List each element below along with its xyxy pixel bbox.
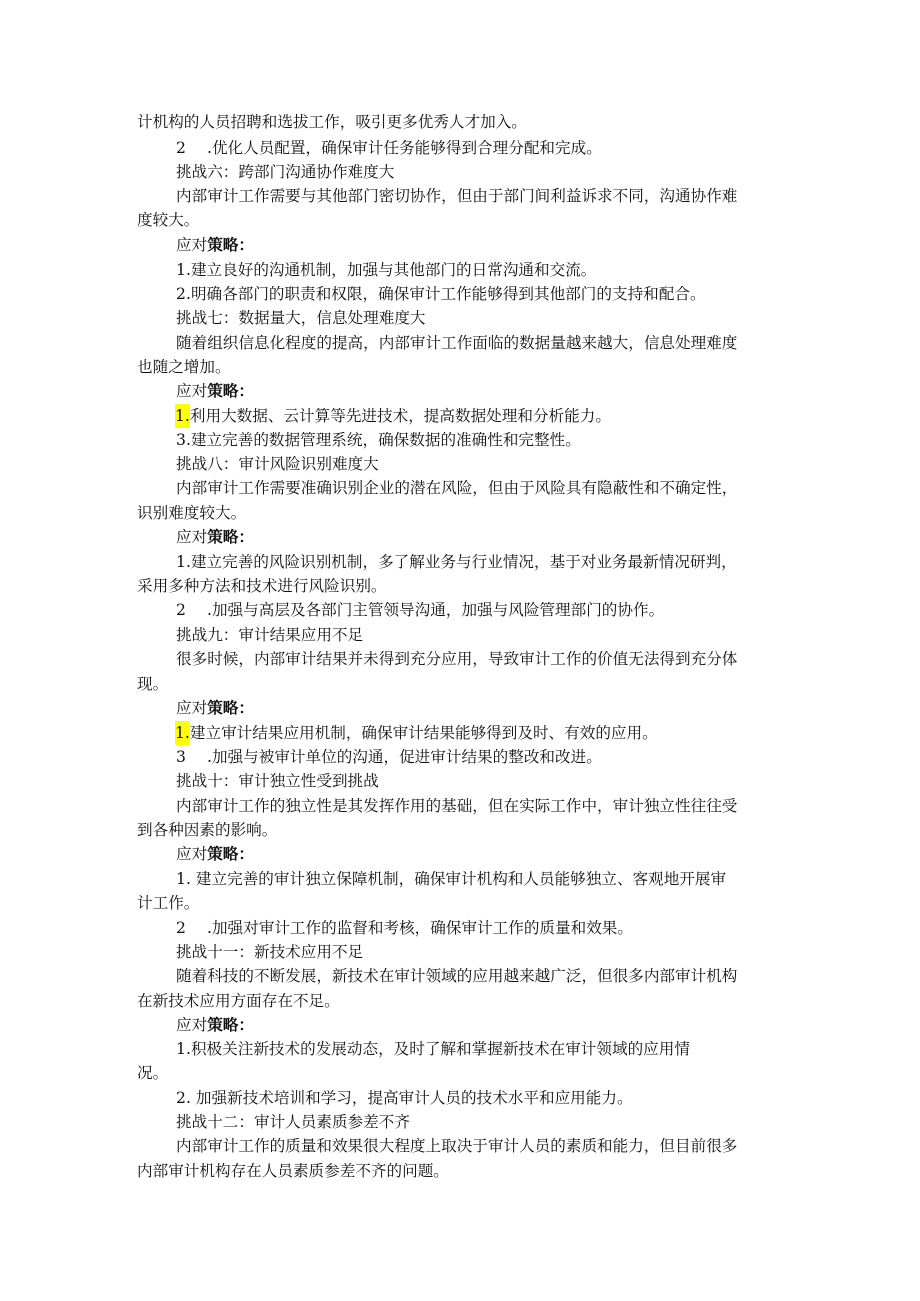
strategy-label: 策略： [207,698,254,717]
paragraph-text: 识别难度较大。 [137,504,247,522]
list-number: 1. [175,404,190,428]
text-line [176,1013,254,1037]
text-line [176,916,633,940]
text-line [176,964,737,988]
text-line [176,696,254,720]
paragraph-text: 挑战十一：新技术应用不足 [176,943,364,961]
paragraph-text: 挑战十：审计独立性受到挑战 [176,772,379,790]
text-line [176,258,596,282]
list-number: 2 [176,919,186,937]
text-line [176,136,602,160]
list-item-text: .建立良好的沟通机制，加强与其他部门的日常沟通和交流。 [186,261,597,279]
list-number: 2 [176,601,186,619]
paragraph-text: 很多时候，内部审计结果并未得到充分应用，导致审计工作的价值无法得到充分体 [176,650,738,668]
text-line [137,574,387,598]
paragraph-text: 内部审计工作需要准确识别企业的潜在风险，但由于风险具有隐蔽性和不确定性， [176,479,738,497]
text-line [176,647,737,671]
list-number: 3 [176,748,186,766]
text-line [176,1037,690,1061]
strategy-label: 策略： [207,381,254,400]
list-number: 2 [176,139,186,157]
strategy-label: 策略： [207,1015,254,1034]
paragraph-text: 挑战七：数据量大，信息处理难度大 [176,309,426,327]
list-item-text: .明确各部门的职责和权限，确保审计工作能够得到其他部门的支持和配合。 [186,285,706,303]
paragraph-text: 在新技术应用方面存在不足。 [137,992,340,1010]
paragraph-text: 内部审计工作的质量和效果很大程度上取决于审计人员的素质和能力，但目前很多 [176,1137,738,1155]
paragraph-text: 随着科技的不断发展，新技术在审计领域的应用越来越广泛，但很多内部审计机构 [176,967,738,985]
list-number: 1 [176,553,186,571]
paragraph-text: 度较大。 [137,211,200,229]
strategy-prefix: 应对 [176,845,208,863]
list-number: 1 [176,261,186,279]
strategy-prefix: 应对 [176,236,208,254]
list-item-text: . 加强新技术培训和学习，提高审计人员的技术水平和应用能力。 [186,1089,633,1107]
text-line [176,379,254,403]
text-line [176,745,602,769]
paragraph-text: 内部审计机构存在人员素质参差不齐的问题。 [137,1162,449,1180]
list-item-text: 利用大数据、云计算等先进技术，提高数据处理和分析能力。 [189,407,611,425]
text-line [176,623,363,647]
paragraph-text: 随着组织信息化程度的提高，内部审计工作面临的数据量越来越大，信息处理难度 [176,334,738,352]
list-number: 1 [176,870,186,888]
strategy-prefix: 应对 [176,1016,208,1034]
text-line [176,428,581,452]
text-line [137,989,340,1013]
text-line [176,769,379,793]
list-item-text: .加强与被审计单位的沟通，促进审计结果的整改和改进。 [207,748,602,766]
text-line [176,331,737,355]
paragraph-text: 计工作。 [137,894,200,912]
paragraph-text: 挑战六：跨部门沟通协作难度大 [176,163,395,181]
paragraph-text: 挑战八：审计风险识别难度大 [176,455,379,473]
list-number: 2 [176,1089,186,1107]
list-item-text: . 建立完善的审计独立保障机制，确保审计机构和人员能够独立、客观地开展审 [186,870,727,888]
text-line [137,355,231,379]
list-number: 3 [176,431,186,449]
list-item-text: .加强与高层及各部门主管领导沟通，加强与风险管理部门的协作。 [207,601,665,619]
text-line [137,672,168,696]
paragraph-text: 况。 [137,1064,169,1082]
text-line [175,721,658,745]
paragraph-text: 采用多种方法和技术进行风险识别。 [137,577,387,595]
paragraph-text: 到各种因素的影响。 [137,821,278,839]
text-line [137,110,527,134]
text-line [176,306,426,330]
text-line [176,1086,633,1110]
list-item-text: 建立审计结果应用机制，确保审计结果能够得到及时、有效的应用。 [189,724,658,742]
list-item-text: .加强对审计工作的监督和考核，确保审计工作的质量和效果。 [207,919,633,937]
text-line [176,794,737,818]
text-line [137,1061,168,1085]
list-item-text: .积极关注新技术的发展动态，及时了解和掌握新技术在审计领域的应用情 [186,1040,690,1058]
strategy-prefix: 应对 [176,382,208,400]
text-line [176,476,737,500]
strategy-label: 策略： [207,527,254,546]
text-line [176,282,706,306]
text-line [137,208,199,232]
list-number: 1. [175,721,190,745]
list-number: 2 [176,285,186,303]
text-line [175,404,611,428]
text-line [176,184,737,208]
text-line [176,550,737,574]
text-line [176,1134,737,1158]
text-line [176,842,254,866]
text-line [176,525,254,549]
text-line [176,233,254,257]
text-line [176,940,363,964]
paragraph-text: 挑战十二：审计人员素质参差不齐 [176,1113,410,1131]
paragraph-text: 也随之增加。 [137,358,231,376]
list-item-text: .建立完善的数据管理系统，确保数据的准确性和完整性。 [186,431,581,449]
list-item-text: .建立完善的风险识别机制，多了解业务与行业情况，基于对业务最新情况研判， [186,553,737,571]
paragraph-text: 计机构的人员招聘和选拔工作，吸引更多优秀人才加入。 [137,113,527,131]
text-line [137,1159,449,1183]
strategy-prefix: 应对 [176,528,208,546]
strategy-label: 策略： [207,235,254,254]
list-item-text: .优化人员配置，确保审计任务能够得到合理分配和完成。 [207,139,602,157]
text-line [137,891,199,915]
text-line [176,598,664,622]
strategy-prefix: 应对 [176,699,208,717]
list-number: 1 [176,1040,186,1058]
paragraph-text: 挑战九：审计结果应用不足 [176,626,364,644]
text-line [137,818,277,842]
paragraph-text: 内部审计工作需要与其他部门密切协作，但由于部门间利益诉求不同，沟通协作难 [176,187,738,205]
text-line [176,867,726,891]
paragraph-text: 现。 [137,675,169,693]
text-line [176,160,394,184]
paragraph-text: 内部审计工作的独立性是其发挥作用的基础，但在实际工作中，审计独立性往往受 [176,797,738,815]
text-line [176,1110,410,1134]
text-line [176,452,379,476]
text-line [137,501,246,525]
strategy-label: 策略： [207,844,254,863]
